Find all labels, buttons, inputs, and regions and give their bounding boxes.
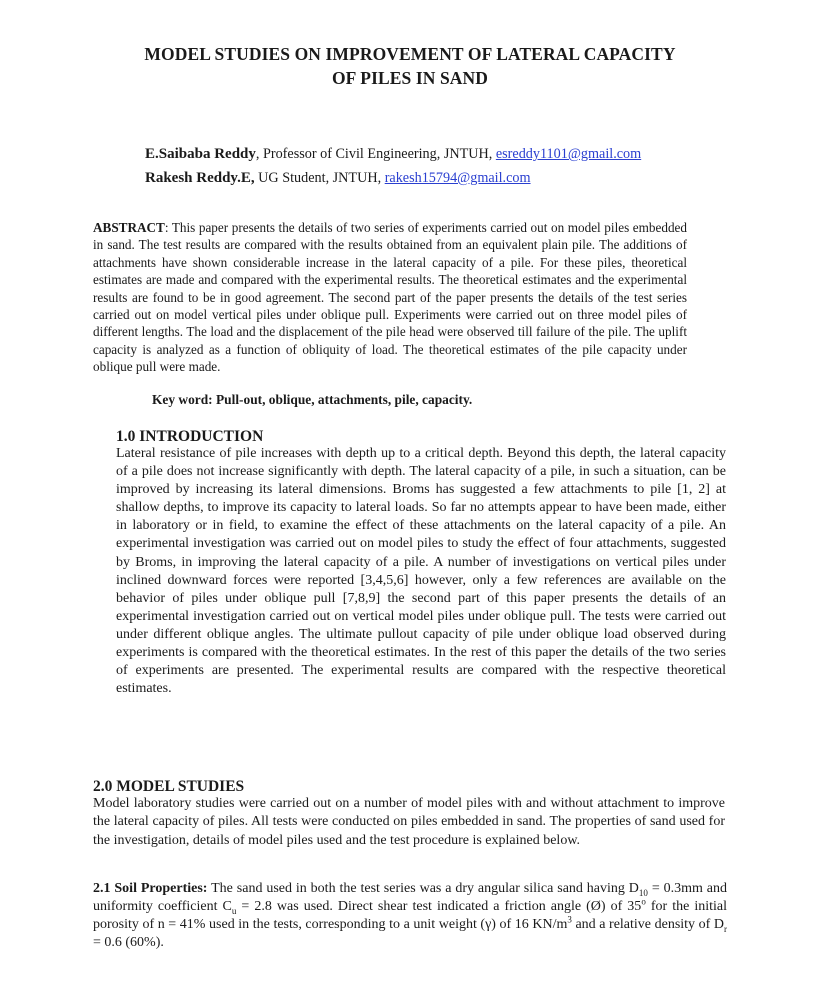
soil-text-5: and a relative density of D	[571, 917, 724, 933]
soil-sup-cubed: 3	[567, 914, 572, 925]
section-heading-model-studies: 2.0 MODEL STUDIES	[93, 778, 245, 795]
abstract-text: : This paper presents the details of two series of experiments carried out on model piles embedded in sand. The test results are compared with the results obtained from an equivalent plain pile. The additions of attachments have shown considerable increase in the lateral capacity of a pile. For these piles, theoretical estimates are made and compared with the experimental results. The theoretical estimates and the experimental results are found to be in good agreement. The second part of the paper presents the details of the test series carried out on model vertical piles under oblique pull. Experiments were carried out on three model piles of different lengths. The load and the displacement of the pile head were observed till failure of the pile. The uplift capacity is analyzed as a function of obliquity of load. The theoretical estimates of the pile capacity under oblique pull were made.	[93, 220, 687, 375]
model-studies-text: Model laboratory studies were carried out on a number of model piles with and without attachment to improve the lateral capacity of piles. All tests were conducted on piles embedded in sand. The properties of sand used for the investigation, details of model piles used and the test procedure is explained below.	[93, 796, 725, 848]
soil-sup-degree: o	[641, 896, 646, 907]
author-list	[145, 142, 641, 190]
author-1-name: E.Saibaba Reddy	[145, 146, 256, 162]
abstract-label: ABSTRACT	[93, 220, 165, 235]
soil-sub-cu: u	[231, 905, 237, 916]
author-2-email-link[interactable]: rakesh15794@gmail.com	[384, 170, 531, 186]
soil-text-3: = 2.8 was used. Direct shear test indicated a friction angle (Ø) of 35	[236, 899, 642, 915]
soil-text-4: for the initial porosity of n = 41% used in the tests, corresponding to a unit weight (γ) of 16 KN/m	[93, 899, 728, 933]
section-heading-introduction: 1.0 INTRODUCTION	[116, 428, 264, 445]
abstract	[93, 219, 687, 376]
keywords-text: : Pull-out, oblique, attachments, pile, capacity.	[208, 392, 473, 407]
keywords-label: Key word	[152, 392, 209, 407]
soil-sub-dr: r	[724, 923, 727, 934]
keywords	[152, 392, 472, 408]
author-2-affiliation: UG Student, JNTUH,	[254, 170, 385, 186]
author-1-affiliation: , Professor of Civil Engineering, JNTUH,	[255, 146, 496, 162]
paper-title	[60, 42, 760, 90]
author-2	[145, 166, 641, 190]
author-2-name: Rakesh Reddy.E,	[145, 170, 255, 186]
introduction-text: Lateral resistance of pile increases with depth up to a critical depth. Beyond this depth, the lateral capacity of a pile does not increase significantly with depth. The lateral capacity of a pile, in such a situation, can be improved by increasing its lateral dimensions. Broms has suggested a few attachments to pile [1, 2] at shallow depths, to improve its capacity to lateral loads. So far no attempts appear to have been made, either in laboratory or in field, to examine the effect of these attachments on the lateral capacity of a pile. An experimental investigation was carried out on model piles to study the effect of four attachments, suggested by Broms, in improving the lateral capacity of a pile. A number of investigations on vertical piles under inclined downward forces were reported [3,4,5,6] however, only a few references are available on the behavior of piles under oblique pull [7,8,9] the second part of this paper presents the details of an experimental investigation carried out on vertical model piles under oblique pull. The tests were carried out under different oblique angles. The ultimate pullout capacity of pile under oblique load observed during experiments is compared with the theoretical estimates. In the rest of this paper the details of the two series of experiments are presented. The experimental results are compared with the respective theoretical estimates.	[116, 446, 726, 697]
soil-sub-d10: 10	[638, 887, 648, 898]
title-line-1: MODEL STUDIES ON IMPROVEMENT OF LATERAL CAPACITY	[144, 44, 676, 64]
title-line-2: OF PILES IN SAND	[331, 68, 489, 88]
author-1-email-link[interactable]: esreddy1101@gmail.com	[495, 146, 642, 162]
soil-text-2: = 0.3mm and uniformity coefficient C	[93, 881, 728, 915]
soil-text-6: = 0.6 (60%).	[93, 935, 164, 951]
author-1	[145, 142, 641, 166]
soil-properties-paragraph	[93, 880, 727, 952]
soil-text-1: The sand used in both the test series was a dry angular silica sand having D	[207, 881, 639, 896]
soil-properties-label: 2.1 Soil Properties:	[93, 881, 208, 896]
